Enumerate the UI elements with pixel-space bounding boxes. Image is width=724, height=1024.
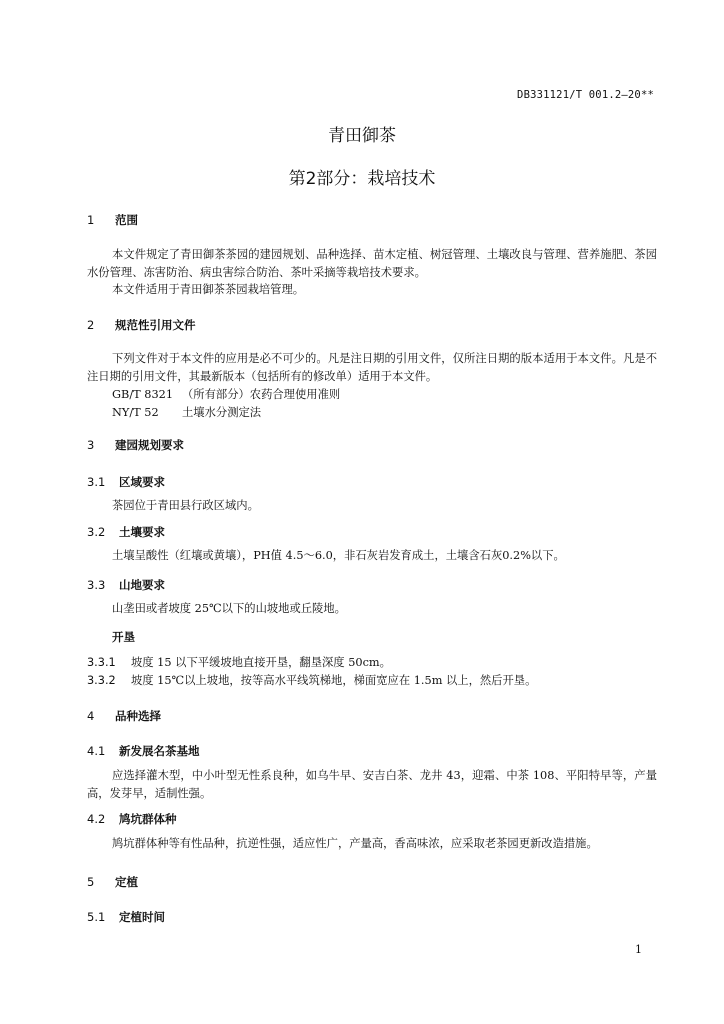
- subsection-title: 土壤要求: [119, 525, 165, 539]
- paragraph: 本文件适用于青田御茶茶园栽培管理。: [112, 283, 305, 296]
- section-number: 4: [87, 709, 95, 723]
- paragraph: 茶园位于青田县行政区域内。: [112, 499, 259, 512]
- section-title: 建园规划要求: [115, 438, 184, 452]
- item-text: 坡度 15 以下平缓坡地直接开垦，翻垦深度 50cm。: [131, 656, 391, 669]
- document-title: 青田御茶: [328, 126, 396, 146]
- subsection-heading: [87, 577, 165, 593]
- section-number: 1: [87, 213, 95, 227]
- section-heading: [87, 317, 196, 333]
- section-number: 3: [87, 438, 95, 452]
- item-text: 坡度 15℃以上坡地，按等高水平线筑梯地，梯面宽应在 1.5m 以上，然后开垦。: [131, 674, 537, 687]
- subsection-title: 定植时间: [119, 910, 165, 924]
- document-subtitle: 第2部分：栽培技术: [288, 169, 436, 189]
- section-title: 品种选择: [115, 709, 161, 723]
- subsection-heading: 开垦: [112, 630, 135, 644]
- section-heading: [87, 212, 138, 228]
- reference-code: NY/T 52: [112, 406, 159, 419]
- section-title: 规范性引用文件: [115, 318, 196, 332]
- subsection-heading: [87, 524, 165, 540]
- section-heading: [87, 708, 161, 724]
- item-number: 3.3.1: [87, 656, 116, 669]
- reference-code: GB/T 8321: [112, 388, 174, 401]
- section-number: 2: [87, 318, 95, 332]
- section-title: 定植: [115, 875, 138, 889]
- subsection-heading: [87, 474, 165, 490]
- reference-title: （所有部分）农药合理使用准则: [182, 388, 341, 401]
- numbered-item: [87, 672, 536, 688]
- paragraph: 应选择灌木型，中小叶型无性系良种，如乌牛早、安吉白茶、龙井 43，迎霜、中茶 108、平阳特早等，产量高，发芽早，适制性强。: [87, 769, 657, 800]
- numbered-item: [87, 654, 391, 670]
- paragraph: 山垄田或者坡度 25℃以下的山坡地或丘陵地。: [112, 602, 346, 615]
- section-number: 5: [87, 875, 95, 889]
- reference-item: [112, 386, 340, 402]
- section-title: 范围: [115, 213, 138, 227]
- subsection-title: 鸠坑群体种: [119, 812, 177, 826]
- subsection-number: 5.1: [87, 910, 106, 924]
- reference-item: [112, 404, 261, 420]
- section-heading: [87, 874, 138, 890]
- subsection-number: 3.1: [87, 475, 106, 489]
- paragraph: 土壤呈酸性（红壤或黄壤），PH值 4.5～6.0，非石灰岩发育成土，土壤含石灰0.2%以下。: [112, 549, 565, 562]
- document-number: DB331121/T 001.2—20**: [517, 89, 654, 101]
- subsection-number: 3.2: [87, 525, 106, 539]
- paragraph: 本文件规定了青田御茶茶园的建园规划、品种选择、苗木定植、树冠管理、土壤改良与管理、营养施肥、茶园水份管理、冻害防治、病虫害综合防治、茶叶采摘等栽培技术要求。: [87, 248, 657, 279]
- subsection-title: 山地要求: [119, 578, 165, 592]
- paragraph: 鸠坑群体种等有性品种，抗逆性强，适应性广，产量高，香高味浓，应采取老茶园更新改造措施。: [112, 837, 598, 850]
- subsection-heading: [87, 909, 165, 925]
- subsection-number: 4.2: [87, 812, 106, 826]
- subsection-title: 区域要求: [119, 475, 165, 489]
- subsection-heading: [87, 811, 177, 827]
- item-number: 3.3.2: [87, 674, 116, 687]
- subsection-heading: [87, 743, 200, 759]
- reference-title: 土壤水分测定法: [182, 406, 262, 419]
- paragraph: 下列文件对于本文件的应用是必不可少的。凡是注日期的引用文件，仅所注日期的版本适用于本文件。凡是不注日期的引用文件，其最新版本（包括所有的修改单）适用于本文件。: [87, 352, 657, 383]
- subsection-number: 4.1: [87, 744, 106, 758]
- subsection-title: 新发展名茶基地: [119, 744, 200, 758]
- section-heading: [87, 437, 184, 453]
- subsection-number: 3.3: [87, 578, 106, 592]
- page-number: 1: [635, 943, 642, 956]
